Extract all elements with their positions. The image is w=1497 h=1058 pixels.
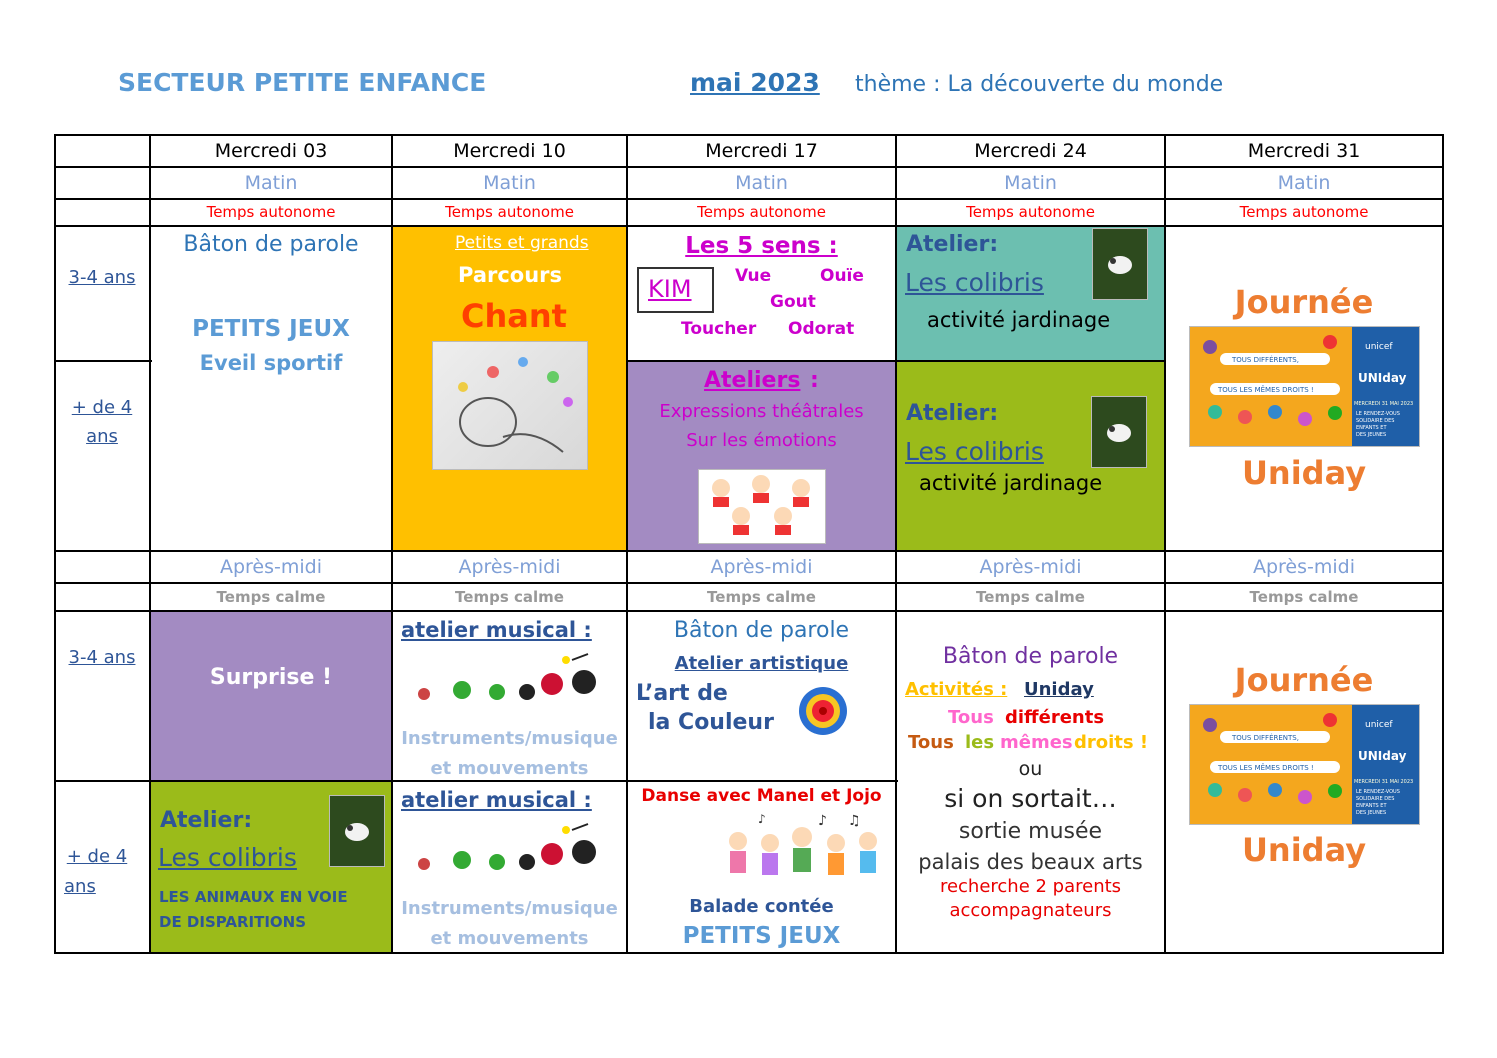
uniday-r1: LE RENDEZ-VOUS xyxy=(1356,789,1400,795)
activity-title: Ateliers xyxy=(704,368,801,393)
activity-text: Instruments/musique xyxy=(401,728,618,749)
activity-subtitle: Uniday xyxy=(1024,679,1094,700)
uniday-date: MERCREDI 31 MAI 2023 xyxy=(1354,401,1414,407)
activity-subtitle: Atelier artistique xyxy=(674,653,849,674)
sense-label: Odorat xyxy=(788,319,855,339)
activity-title: PETITS JEUX xyxy=(192,316,350,342)
activity-title: Eveil sportif xyxy=(199,351,343,375)
temps-autonome: Temps autonome xyxy=(206,203,336,221)
activity-title: Les colibris xyxy=(905,437,1044,466)
theme-title: thème : La découverte du monde xyxy=(855,72,1224,97)
uniday-banner: TOUS DIFFÉRENTS, xyxy=(1232,734,1299,742)
uniday-logo: unicef xyxy=(1365,720,1393,730)
age-label-4-plus: ans xyxy=(64,876,96,897)
uniday-uni: UNIday xyxy=(1358,749,1407,763)
activity-text: L’art de xyxy=(636,681,728,706)
dancing-children-image xyxy=(718,811,888,891)
uniday-poster-image xyxy=(1189,704,1420,825)
activity-title: Les 5 sens : xyxy=(685,233,838,259)
temps-calme: Temps calme xyxy=(455,588,564,606)
temps-autonome: Temps autonome xyxy=(445,203,574,221)
sense-label: Vue xyxy=(735,266,772,286)
temps-calme: Temps calme xyxy=(216,588,326,606)
activity-text: droits ! xyxy=(1074,732,1149,753)
activity-title: Les colibris xyxy=(158,843,297,872)
music-notes-image xyxy=(412,822,608,884)
activity-text: recherche 2 parents xyxy=(939,876,1122,897)
matin-label: Matin xyxy=(244,172,298,194)
activity-text: activité jardinage xyxy=(927,308,1111,332)
activity-title: Danse avec Manel et Jojo xyxy=(641,786,882,806)
activity-text: LES ANIMAUX EN VOIE xyxy=(159,888,348,906)
temps-calme: Temps calme xyxy=(976,588,1085,606)
activity-text: sortie musée xyxy=(958,819,1103,844)
temps-autonome: Temps autonome xyxy=(1239,203,1369,221)
activity-subtitle: Petits et grands xyxy=(455,233,589,253)
uniday-title: Uniday xyxy=(1241,454,1367,492)
svg-text:♪: ♪ xyxy=(818,813,827,829)
activity-text: les xyxy=(965,732,995,753)
sector-title: SECTEUR PETITE ENFANCE xyxy=(118,68,487,97)
day-header-03: Mercredi 03 xyxy=(214,140,328,162)
uniday-logo: unicef xyxy=(1365,342,1393,352)
sense-label: Gout xyxy=(770,292,816,312)
age-label-3-4: 3-4 ans xyxy=(68,647,136,668)
svg-text:♪: ♪ xyxy=(758,812,766,826)
uniday-poster-image xyxy=(1189,326,1420,447)
activity-title-colon: : xyxy=(810,368,819,393)
activity-text: et mouvements xyxy=(430,758,589,779)
temps-autonome: Temps autonome xyxy=(966,203,1095,221)
activity-title: si on sortait… xyxy=(944,784,1117,813)
child-drawing-image xyxy=(432,341,588,470)
activity-title: Atelier: xyxy=(906,401,999,426)
day-header-31: Mercredi 31 xyxy=(1247,140,1361,162)
temps-autonome: Temps autonome xyxy=(697,203,826,221)
activity-text: différents xyxy=(1005,707,1105,728)
day-header-24: Mercredi 24 xyxy=(974,140,1087,162)
age-label-4-plus: + de 4 xyxy=(66,846,128,867)
activity-text: Instruments/musique xyxy=(401,898,618,919)
month-title: mai 2023 xyxy=(690,68,820,97)
activity-text: la Couleur xyxy=(648,710,774,735)
matin-label: Matin xyxy=(1277,172,1331,194)
age-label-3-4: 3-4 ans xyxy=(68,267,136,288)
activity-subtitle: Activités : xyxy=(905,679,1008,700)
uniday-banner: TOUS DIFFÉRENTS, xyxy=(1232,356,1299,364)
activity-title: PETITS JEUX xyxy=(682,923,841,949)
activity-text: ou xyxy=(1018,758,1043,780)
uniday-title: Uniday xyxy=(1241,831,1367,869)
hummingbird-image xyxy=(1092,228,1148,300)
music-notes-image xyxy=(412,652,608,714)
activity-title: Bâton de parole xyxy=(942,644,1119,669)
activity-text: Expressions théâtrales xyxy=(659,401,864,422)
activity-title: Les colibris xyxy=(905,268,1044,297)
activity-text: mêmes xyxy=(1000,732,1073,753)
activity-title: Chant xyxy=(461,297,567,335)
activity-text: DE DISPARITIONS xyxy=(159,913,307,931)
apres-midi-label: Après-midi xyxy=(219,556,323,578)
hummingbird-image xyxy=(329,795,385,867)
children-faces-image xyxy=(698,469,826,544)
svg-text:♫: ♫ xyxy=(848,813,861,829)
uniday-banner2: TOUS LES MÊMES DROITS ! xyxy=(1218,386,1314,394)
apres-midi-label: Après-midi xyxy=(458,556,561,578)
sense-label: Ouïe xyxy=(820,266,864,286)
apres-midi-label: Après-midi xyxy=(710,556,813,578)
uniday-r4: DES JEUNES xyxy=(1356,810,1387,816)
matin-label: Matin xyxy=(1004,172,1057,194)
age-label-4-plus: + de 4 xyxy=(71,397,133,418)
activity-text: accompagnateurs xyxy=(949,900,1112,921)
activity-text: activité jardinage xyxy=(919,471,1103,495)
activity-text: Tous xyxy=(948,707,994,728)
temps-calme: Temps calme xyxy=(707,588,816,606)
activity-title: Bâton de parole xyxy=(673,618,850,643)
matin-label: Matin xyxy=(735,172,788,194)
uniday-date: MERCREDI 31 MAI 2023 xyxy=(1354,779,1414,785)
age-label-4-plus: ans xyxy=(86,426,118,447)
apres-midi-label: Après-midi xyxy=(1252,556,1356,578)
activity-title: Bâton de parole xyxy=(183,232,359,257)
uniday-title: Journée xyxy=(1234,283,1374,321)
activity-title: atelier musical : xyxy=(401,788,592,812)
activity-text: et mouvements xyxy=(430,928,589,949)
activity-text: Sur les émotions xyxy=(686,430,837,451)
activity-title: Parcours xyxy=(458,263,563,287)
activity-title: Atelier: xyxy=(906,232,999,257)
cell-bg-d03-afternoon-small xyxy=(150,611,392,781)
uniday-r2: SOLIDAIRE DES xyxy=(1356,796,1395,802)
uniday-r4: DES JEUNES xyxy=(1356,432,1387,438)
color-swirl-image xyxy=(798,684,849,738)
uniday-r1: LE RENDEZ-VOUS xyxy=(1356,411,1400,417)
uniday-r3: ENFANTS ET xyxy=(1356,803,1387,809)
activity-text: Tous xyxy=(908,732,954,753)
uniday-uni: UNIday xyxy=(1358,371,1407,385)
activity-title: Atelier: xyxy=(160,808,253,833)
uniday-title: Journée xyxy=(1234,661,1374,699)
kim-label: KIM xyxy=(648,275,692,303)
day-header-10: Mercredi 10 xyxy=(453,140,566,162)
activity-text: Balade contée xyxy=(689,896,834,917)
uniday-r3: ENFANTS ET xyxy=(1356,425,1387,431)
sense-label: Toucher xyxy=(681,319,757,339)
day-header-17: Mercredi 17 xyxy=(705,140,818,162)
uniday-banner2: TOUS LES MÊMES DROITS ! xyxy=(1218,764,1314,772)
activity-title: atelier musical : xyxy=(401,618,592,642)
temps-calme: Temps calme xyxy=(1249,588,1359,606)
uniday-r2: SOLIDAIRE DES xyxy=(1356,418,1395,424)
activity-text: palais des beaux arts xyxy=(918,850,1143,874)
matin-label: Matin xyxy=(483,172,536,194)
hummingbird-image xyxy=(1091,396,1147,468)
activity-title: Surprise ! xyxy=(209,665,333,690)
apres-midi-label: Après-midi xyxy=(979,556,1082,578)
